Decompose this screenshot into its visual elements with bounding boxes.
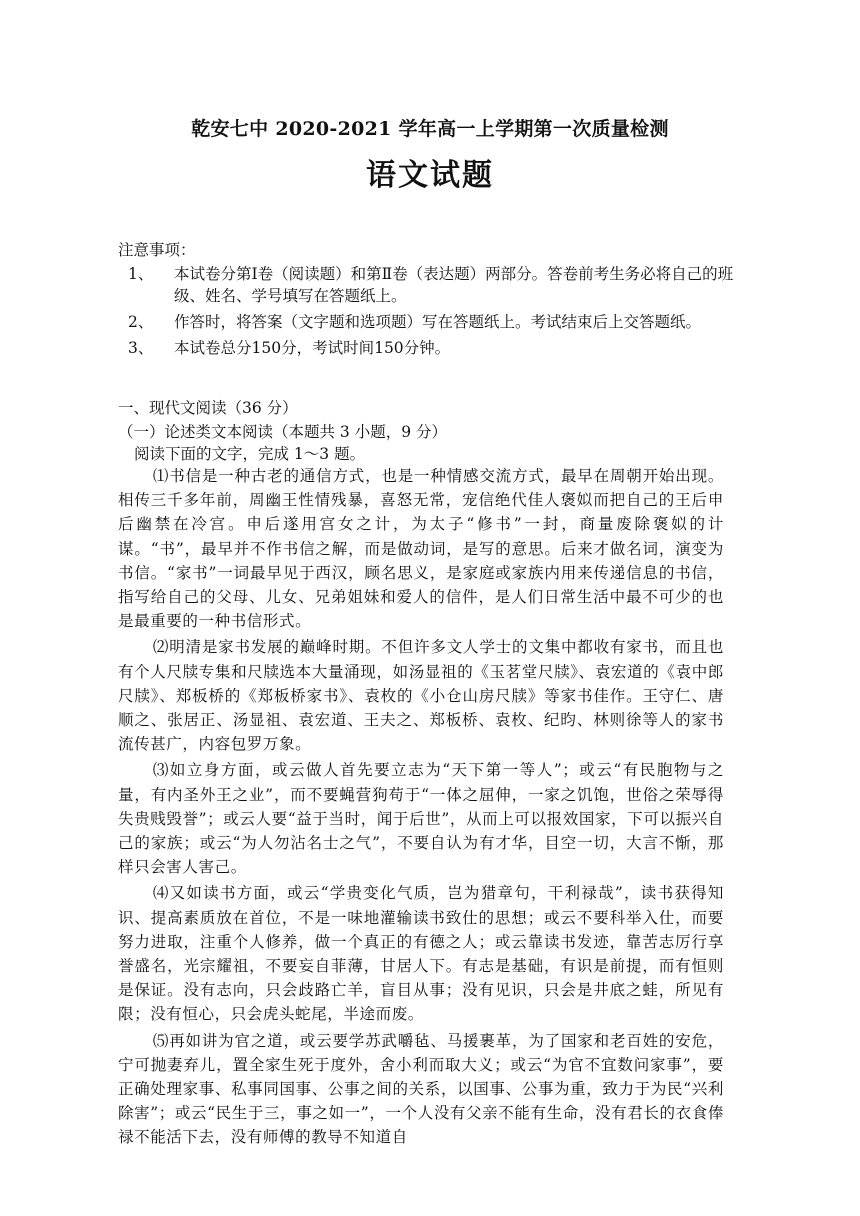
passage-paragraph: ⑸再如讲为官之道，或云要学苏武嚼毡、马援裹革，为了国家和老百姓的安危，宁可抛妻弃儿，置全家生死于度外，舍小利而取大义；或云“为官不宜数问家事”，要正确处理家事、私事同国事、公事之间的关系，以国事、公事为重，致力于为民“兴利除害”；或云“民生于三，事之如一”，一个人没有父亲不能有生命，没有君长的衣食俸禄不能活下去，没有师傅的教导不知道自 <box>118 1031 724 1147</box>
notice-item-number: 2、 <box>128 313 154 331</box>
reading-passage <box>118 464 724 1150</box>
notice-item-number: 3、 <box>128 339 154 357</box>
exam-header-title: 乾安七中 2020-2021 学年高一上学期第一次质量检测 <box>191 118 669 140</box>
reading-instruction: 阅读下面的文字，完成 1～3 题。 <box>134 445 366 463</box>
notice-block <box>118 238 738 359</box>
subsection-heading: （一）论述类文本阅读（本题共 3 小题，9 分） <box>118 423 448 441</box>
notice-item-text: 本试卷分第Ⅰ卷（阅读题）和第Ⅱ卷（表达题）两部分。答卷前考生务必将自己的班级、姓名、学号填写在答题纸上。 <box>174 265 734 305</box>
notice-item <box>118 263 738 307</box>
notice-item-number: 1、 <box>128 265 154 283</box>
subject-title: 语文试题 <box>366 158 494 193</box>
notice-item <box>118 337 738 359</box>
section-heading: 一、现代文阅读（36 分） <box>118 399 298 417</box>
notice-item <box>118 311 738 333</box>
notice-item-text: 本试卷总分150分，考试时间150分钟。 <box>174 339 451 357</box>
passage-paragraph: ⑶如立身方面，或云做人首先要立志为“天下第一等人”；或云“有民胞物与之量，有内圣外王之业”，而不要蝇营狗苟于“一体之屈伸，一家之饥饱，世俗之荣辱得失贵贱毁誉”；或云人要“益于当时，闻于后世”，从而上可以报效国家，下可以振兴自己的家族；或云“为人勿沾名士之气”，不要自认为有才华，目空一切，大言不惭，那样只会害人害己。 <box>118 761 724 877</box>
passage-paragraph: ⑴书信是一种古老的通信方式，也是一种情感交流方式，最早在周朝开始出现。相传三千多年前，周幽王性情残暴，喜怒无常，宠信绝代佳人褒姒而把自己的王后申后幽禁在冷宫。申后遂用宫女之计，为太子“修书”一封，商量废除褒姒的计谋。“书”，最早并不作书信之解，而是做动词，是写的意思。后来才做名词，演变为书信。“家书”一词最早见于西汉，顾名思义，是家庭或家族内用来传递信息的书信，指写给自己的父母、儿女、兄弟姐妹和爱人的信件，是人们日常生活中最不可少的也是最重要的一种书信形式。 <box>118 467 724 631</box>
passage-paragraph: ⑵明清是家书发展的巅峰时期。不但许多文人学士的文集中都收有家书，而且也有个人尺牍专集和尺牍选本大量涌现，如汤显祖的《玉茗堂尺牍》、袁宏道的《袁中郎尺牍》、郑板桥的《郑板桥家书》、袁枚的《小仓山房尺牍》等家书佳作。王守仁、唐顺之、张居正、汤显祖、袁宏道、王夫之、郑板桥、袁枚、纪昀、林则徐等人的家书流传甚广，内容包罗万象。 <box>118 638 724 754</box>
notice-item-text: 作答时，将答案（文字题和选项题）写在答题纸上。考试结束后上交答题纸。 <box>174 313 702 331</box>
passage-paragraph: ⑷又如读书方面，或云“学贵变化气质，岂为猎章句，干利禄哉”，读书获得知识、提高素质放在首位，不是一味地灌输读书致仕的思想；或云不要科举入仕，而要努力进取，注重个人修养，做一个真正的有德之人；或云靠读书发迹，靠苦志厉行享誉盛名，光宗耀祖，不要妄自菲薄，甘居人下。有志是基础，有识是前提，而有恒则是保证。没有志向，只会歧路亡羊，盲目从事；没有见识，只会是井底之蛙，所见有限；没有恒心，只会虎头蛇尾，半途而废。 <box>118 884 724 1024</box>
notice-heading: 注意事项： <box>118 241 196 259</box>
